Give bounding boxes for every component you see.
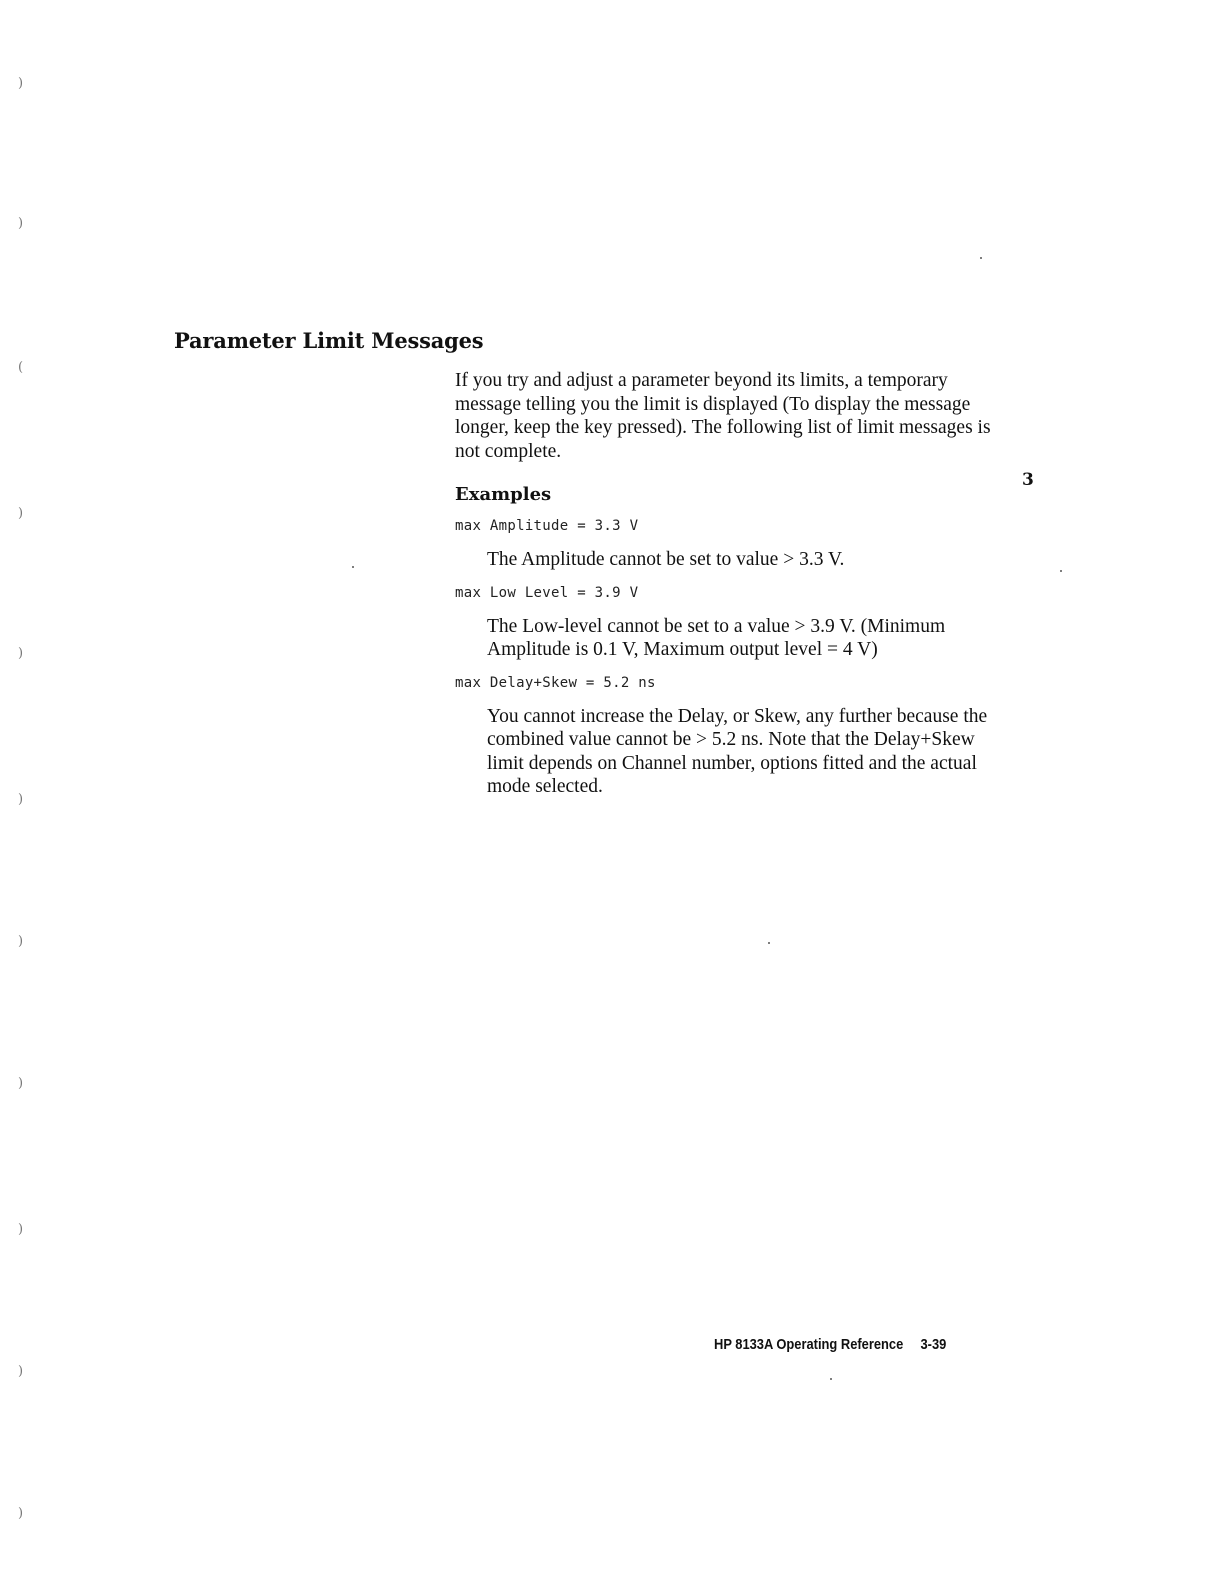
binding-mark: )	[18, 792, 24, 807]
intro-paragraph: If you try and adjust a parameter beyond its limits, a temporary message telling you the limit is displayed (To display the message longer, keep the key pressed). The following list of limit messages is not complete.	[455, 370, 991, 462]
binding-mark: )	[18, 1364, 24, 1379]
scan-speck	[352, 566, 354, 568]
body-column	[455, 369, 995, 799]
example-item	[455, 672, 995, 799]
section-title: Parameter Limit Messages	[174, 328, 484, 353]
scan-speck	[768, 942, 770, 944]
binding-mark: )	[18, 934, 24, 949]
binding-mark: )	[18, 216, 24, 231]
limit-description: The Low-level cannot be set to a value > 3.9 V. (Minimum Amplitude is 0.1 V, Maximum output level = 4 V)	[487, 615, 946, 660]
example-item	[455, 582, 995, 662]
binding-mark: )	[18, 646, 24, 661]
binding-mark: (	[18, 360, 24, 375]
limit-message: max Low Level = 3.9 V	[455, 584, 639, 601]
page-number: 3-39	[920, 1336, 947, 1353]
limit-description: The Amplitude cannot be set to value > 3.3 V.	[487, 549, 845, 570]
chapter-tab: 3	[1022, 470, 1034, 490]
example-item	[455, 515, 995, 572]
binding-mark: )	[18, 1506, 24, 1521]
binding-mark: )	[18, 506, 24, 521]
footer-reference: HP 8133A Operating Reference	[714, 1336, 904, 1353]
binding-mark: )	[18, 1076, 24, 1091]
limit-message: max Amplitude = 3.3 V	[455, 518, 639, 534]
binding-mark: )	[18, 76, 24, 91]
examples-heading: Examples	[455, 484, 552, 505]
scan-speck	[830, 1378, 832, 1380]
page-footer	[714, 1336, 946, 1353]
binding-mark: )	[18, 1222, 24, 1237]
limit-description: You cannot increase the Delay, or Skew, any further because the combined value cannot be > 5.2 ns. Note that the Delay+Skew limit depends on Channel number, options fitted and the actual mode selected.	[487, 705, 988, 797]
limit-message: max Delay+Skew = 5.2 ns	[455, 674, 656, 691]
scan-speck	[980, 257, 982, 259]
scan-speck	[1060, 570, 1062, 572]
